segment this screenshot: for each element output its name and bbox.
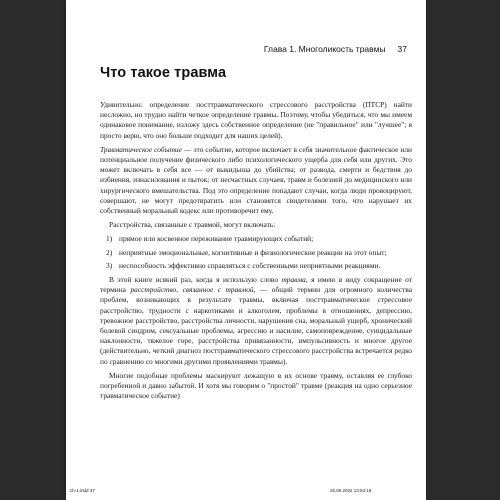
print-file-info: ch-1.indd 37 <box>70 488 95 493</box>
emphasis-disorder: расстройство, связанное с травмой <box>130 285 254 295</box>
page-number: 37 <box>397 44 407 54</box>
list-item <box>100 261 412 271</box>
list-item-text: неспособность эффективно справляться с собственными неприятными реакциями. <box>119 260 381 270</box>
paragraph-1: Удивительно: определение посттравматического стрессового расстройства (ПТСР) найти несложно, но трудно найти четкое определение травмы. Поэтому, чтобы убедиться, что мы имеем одинаковое понимание, изложу здесь собственное определение (не "правильное" или "лучшее"; я просто верю, что оно больше подходит для наших целей). <box>100 100 412 140</box>
list-item-number: 1) <box>106 234 113 244</box>
term-emphasis: Травматическое событие <box>100 144 182 154</box>
paragraph-4-text-b: , я имею в виду сокращение от термина <box>100 275 412 295</box>
list-item <box>100 234 412 244</box>
print-timestamp: 25.06.2022 13:53:18 <box>330 488 372 493</box>
list-item-number: 2) <box>106 247 113 257</box>
list-item <box>100 248 412 258</box>
body-text <box>100 100 412 405</box>
disorder-list <box>100 234 412 271</box>
book-page <box>66 0 426 500</box>
chapter-title: Глава 1. Многоликость травмы <box>263 44 386 54</box>
paragraph-5: Многие подобные проблемы маскируют лежащую в их основе травму, оставляя ее глубоко погребенной и давно забытой. И хотя мы говорим о "простой" травме (реакция на одно серьезное травматическое событие) <box>100 370 412 401</box>
list-item-text: прямое или косвенное переживание травмирующих событий; <box>119 234 314 244</box>
paragraph-4-text-c: , — общий термин для огромного количества проблем, возникающих в результате травмы, включая посттравматическое стрессовое расстройство, трудности с наркотиками и алкоголем, проблемы в отношениях, депрессию, тревожное расстройство, расстройства личности, нарушения сна, моральный ущерб, хронический болевой синдром, сексуальные проблемы, агрессию и насилие, самоповреждение, суицидальные наклонности, тяжелое горе, расстройства привязанности, импульсивность и многое другое (действительно, четкий диагноз посттравматического стрессового расстройства встречается редко по сравнению со многими другими проявлениями травмы). <box>100 285 412 366</box>
paragraph-4 <box>100 275 412 367</box>
list-item-number: 3) <box>106 260 113 270</box>
paragraph-4-text-a: В этой книге всякий раз, когда я использую слово <box>109 275 282 285</box>
list-item-text: неприятные эмоциональные, когнитивные и физиологические реакции на этот опыт; <box>119 247 387 257</box>
emphasis-trauma: травма <box>281 275 306 285</box>
paragraph-2 <box>100 145 412 216</box>
paragraph-2-text: — это событие, которое включает в себя значительное фактическое или потенциальное получение физического либо психологического ущерба для себя или других. Это может включать в себя все — от выкидыша до убийства; от развода, смерти и бедствия до избиения, изнасилования и пыток; от несчастных случаев, травм и болезней до медицинского или хирургического вмешательства. Под это определение попадают случаи, когда люди провоцируют, совершают, не могут предотвратить или становятся свидетелями того, что нарушает их собственный моральный кодекс или противоречит ему. <box>100 144 413 216</box>
paragraph-3: Расстройства, связанные с травмой, могут включать: <box>109 220 276 230</box>
running-head <box>264 44 407 54</box>
section-title: Что такое травма <box>100 65 227 81</box>
